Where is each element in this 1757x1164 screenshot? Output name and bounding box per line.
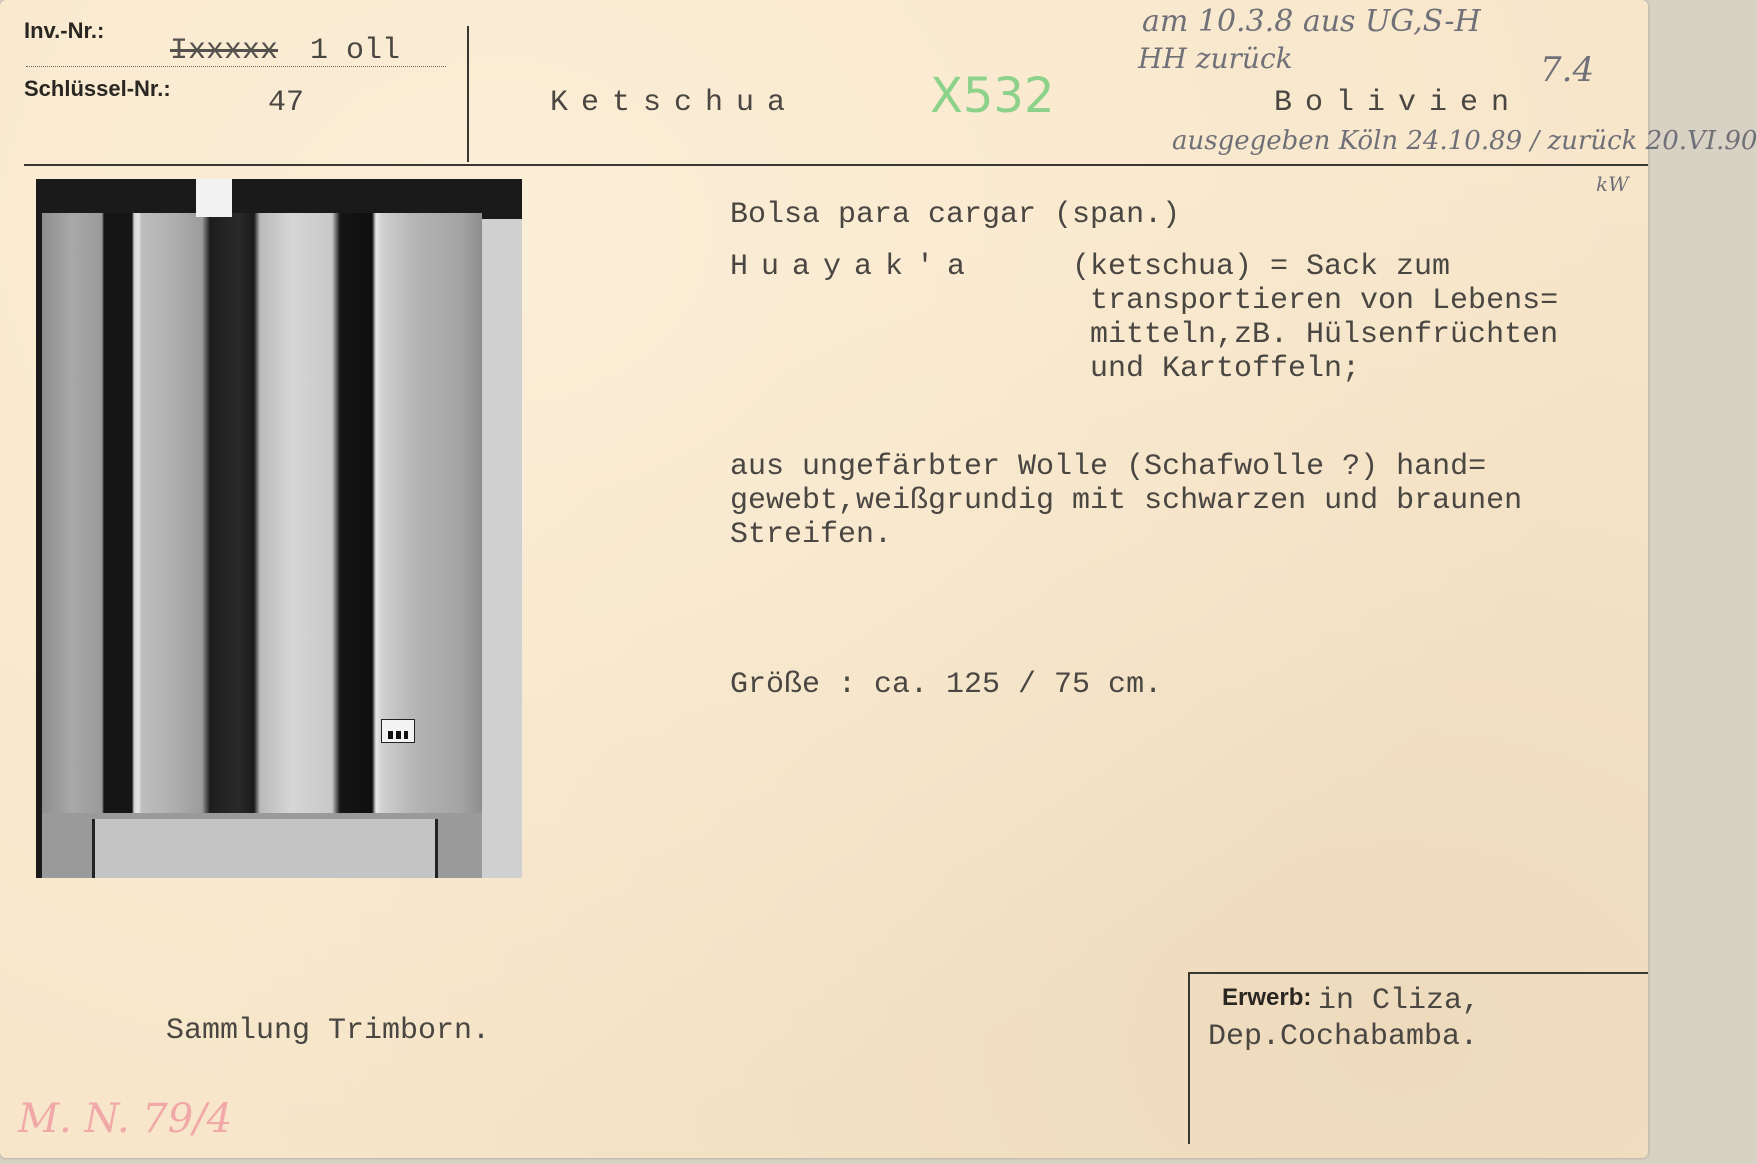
handwritten-note-1: am 10.3.8 aus UG,S-H	[1142, 4, 1481, 39]
handwritten-note-3: ausgegeben Köln 24.10.89 / zurück 20.VI.90	[1172, 126, 1757, 156]
desc-line-3: transportieren von Lebens=	[1090, 284, 1559, 318]
red-pencil-note: M. N. 79/4	[18, 1096, 233, 1142]
acquisition-line-1: in Cliza,	[1318, 984, 1481, 1018]
desc-line-2-left: Huayak'a	[730, 250, 979, 284]
material-line-2: gewebt,weißgrundig mit schwarzen und braunen	[730, 484, 1523, 518]
handwritten-initials: kW	[1596, 172, 1629, 196]
object-photo	[36, 179, 522, 878]
inv-label: Inv.-Nr.:	[24, 18, 105, 43]
header-horizontal-rule	[24, 164, 1648, 166]
acquisition-box-top-rule	[1188, 972, 1648, 974]
key-number: 47	[268, 86, 305, 120]
people-name: Ketschua	[550, 86, 799, 120]
handwritten-note-2: HH zurück	[1138, 42, 1293, 75]
material-line-3: Streifen.	[730, 518, 893, 552]
key-label: Schlüssel-Nr.:	[24, 76, 171, 101]
inv-struck-number: Ixxxxx	[170, 34, 279, 68]
green-mark: X532	[930, 68, 1055, 124]
handwritten-code: 7.4	[1540, 50, 1595, 90]
desc-line-1: Bolsa para cargar (span.)	[730, 198, 1181, 232]
acquisition-line-2: Dep.Cochabamba.	[1208, 1020, 1479, 1054]
header-vertical-rule	[467, 26, 469, 162]
desc-line-5: und Kartoffeln;	[1090, 352, 1361, 386]
size-line: Größe : ca. 125 / 75 cm.	[730, 668, 1163, 702]
object-label-tag	[381, 719, 415, 743]
country-name: Bolivien	[1274, 86, 1523, 120]
acquisition-label: Erwerb:	[1222, 984, 1312, 1011]
desc-line-2-mid: (ketschua) = Sack zum	[1072, 250, 1451, 284]
material-line-1: aus ungefärbter Wolle (Schafwolle ?) hand=	[730, 450, 1487, 484]
striped-sack-image	[42, 213, 482, 813]
desc-line-4: mitteln,zB. Hülsenfrüchten	[1090, 318, 1559, 352]
dotted-divider	[26, 66, 446, 67]
inv-number: 1 oll	[310, 34, 401, 68]
collection-name: Sammlung Trimborn.	[166, 1014, 491, 1048]
photo-clip	[196, 179, 232, 217]
acquisition-box-left-rule	[1188, 972, 1190, 1144]
